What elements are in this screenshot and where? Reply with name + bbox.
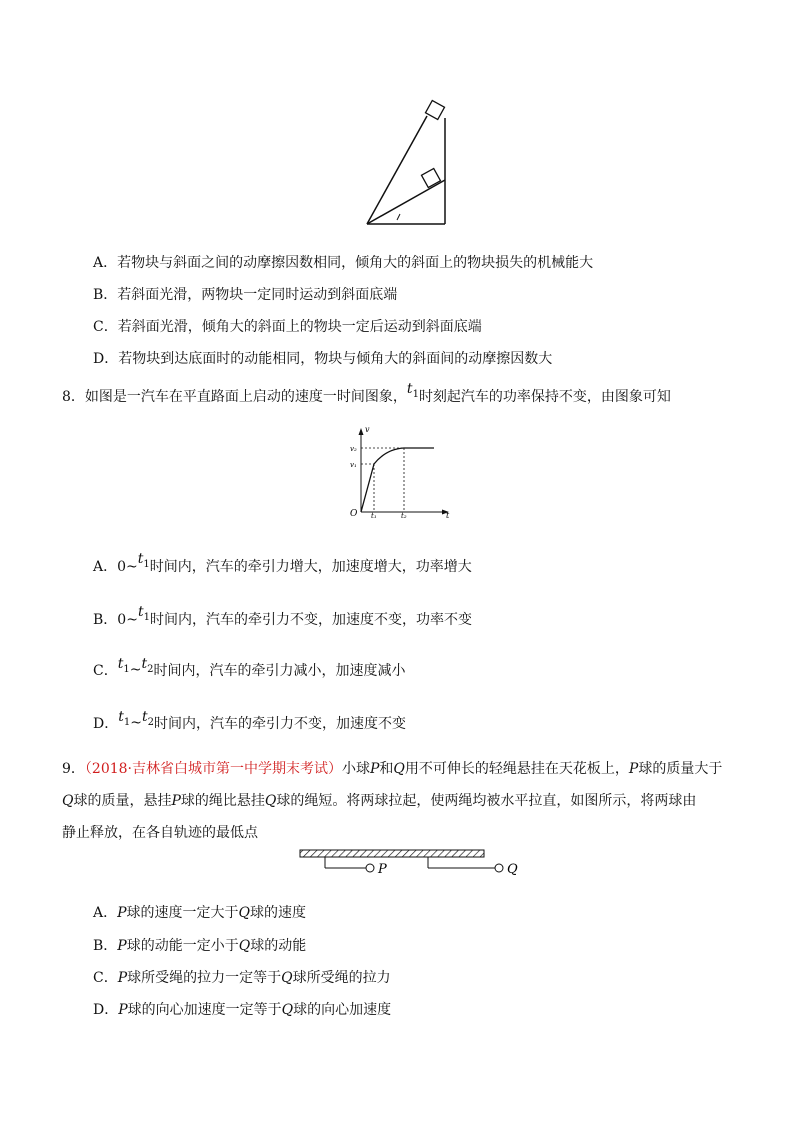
option-letter: C． [93,970,118,986]
stem-text-post: 时刻起汽车的功率保持不变，由图象可知 [418,389,671,405]
t1-label: t₁ [371,512,377,520]
q9-option-c[interactable]: C．P球所受绳的拉力一定等于Q球所受绳的拉力 [93,970,391,986]
x-axis-label: t [446,511,450,520]
stem-t1: $t_1$ [406,381,419,400]
option-text: 若斜面光滑，两物块一定同时运动到斜面底端 [117,287,398,303]
v1-label: v₁ [350,461,357,469]
option-text: 若斜面光滑，倾角大的斜面上的物块一定后运动到斜面底端 [117,319,482,335]
option-letter: A． [93,559,118,575]
option-text: 时间内，汽车的牵引力增大，加速度增大，功率增大 [149,559,472,575]
option-text: 若物块与斜面之间的动摩擦因数相同，倾角大的斜面上的物块损失的机械能大 [117,255,594,271]
option-range: $t_1\sim t_2$ [118,709,154,731]
q9-stem-line1: 9．（2018·吉林省白城市第一中学期末考试）小球P和Q用不可伸长的轻绳悬挂在天花板上，P球的质量大于 [62,761,723,777]
t2-label: t₂ [401,512,407,520]
option-range: $t_1\sim t_2$ [117,656,154,678]
ball-q [495,864,503,872]
y-axis-label: v [365,425,370,434]
option-letter: D． [93,716,119,732]
option-pre: 0~ [117,559,138,575]
ceiling [300,850,484,857]
option-letter: A． [93,255,118,271]
origin-label: O [350,509,358,519]
v2-label: v₂ [350,445,357,453]
stem-text-pre: 如图是一汽车在平直路面上启动的速度一时间图象， [84,389,407,405]
option-letter: D． [93,351,119,367]
question-number: 9． [62,761,85,777]
q9-option-d[interactable]: D．P球的向心加速度一定等于Q球的向心加速度 [93,1002,392,1018]
q9-stem-line2: Q球的质量，悬挂P球的绳比悬挂Q球的绳短。将两球拉起，使两绳均被水平拉直，如图所示，将两球由 [62,793,697,809]
option-text: 时间内，汽车的牵引力不变，加速度不变，功率不变 [149,612,472,628]
option-text: 时间内，汽车的牵引力不变，加速度不变 [154,716,406,732]
option-text: 若物块到达底面时的动能相同，物块与倾角大的斜面间的动摩擦因数大 [118,351,553,367]
option-text: 时间内，汽车的牵引力减小，加速度减小 [153,663,406,679]
q9-stem-line3: 静止释放，在各自轨迹的最低点 [62,825,258,841]
option-pre: 0~ [117,612,138,628]
option-t1: $t_1$ [137,604,150,623]
option-letter: D． [93,1002,119,1018]
option-letter: A． [93,905,118,921]
option-letter: B． [93,938,118,954]
label-q: Q [507,862,518,877]
option-letter: C． [93,663,118,679]
q9-option-b[interactable]: B．P球的动能一定小于Q球的动能 [93,938,307,954]
option-letter: B． [93,287,118,303]
option-letter: B． [93,612,118,628]
option-letter: C． [93,319,118,335]
q9-option-a[interactable]: A．P球的速度一定大于Q球的速度 [93,905,307,921]
question-source: （2018·吉林省白城市第一中学期末考试） [84,761,342,777]
question-number: 8． [62,389,85,405]
option-t1: $t_1$ [137,551,150,570]
ball-p [366,864,374,872]
label-p: P [378,862,387,877]
